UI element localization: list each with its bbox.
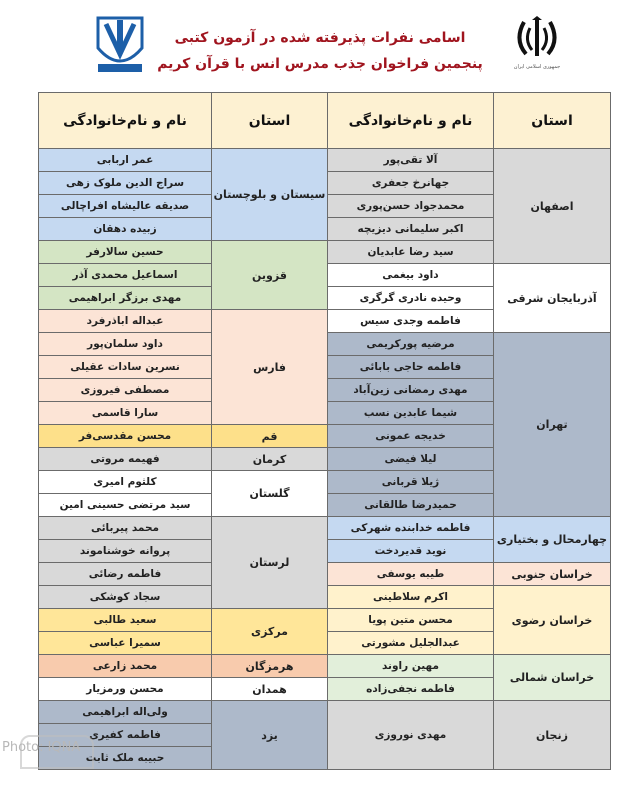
name-cell: سید رضا عابدیان xyxy=(328,241,494,264)
name-cell: اکبر سلیمانی دیزیچه xyxy=(328,218,494,241)
name-cell: کلثوم امیری xyxy=(39,471,212,494)
name-cell: محسن ورمزیار xyxy=(39,678,212,701)
name-cell: سجاد کوشکی xyxy=(39,586,212,609)
header-name-left: نام و نام‌خانوادگی xyxy=(39,93,212,149)
header-name-right: نام و نام‌خانوادگی xyxy=(328,93,494,149)
name-cell: فاطمه حاجی بابائی xyxy=(328,356,494,379)
name-cell: فاطمه رضائی xyxy=(39,563,212,586)
province-cell: قم xyxy=(212,425,328,448)
name-cell: عبدالجلیل مشورتی xyxy=(328,632,494,655)
name-cell: شیما عابدین نسب xyxy=(328,402,494,425)
province-cell: لرستان xyxy=(212,517,328,609)
emblem-caption: جمهوری اسلامی ایران xyxy=(513,64,561,70)
name-cell: سعید طالبی xyxy=(39,609,212,632)
name-cell: وحیده نادری گرگری xyxy=(328,287,494,310)
name-cell: طیبه یوسفی xyxy=(328,563,494,586)
header-province-right: استان xyxy=(494,93,611,149)
name-cell: مهدی برزگر ابراهیمی xyxy=(39,287,212,310)
table-header-row xyxy=(39,93,611,149)
photo-credit: Photo: IQNA xyxy=(2,740,81,755)
name-cell: پروانه خوشناموند xyxy=(39,540,212,563)
name-cell: عبداله اباذرفرد xyxy=(39,310,212,333)
name-cell: لیلا فیضی xyxy=(328,448,494,471)
province-cell: همدان xyxy=(212,678,328,701)
name-cell: فهیمه مروتی xyxy=(39,448,212,471)
azad-university-logo xyxy=(92,14,148,76)
accepted-candidates-table xyxy=(38,92,611,770)
name-cell: محسن متین پویا xyxy=(328,609,494,632)
province-cell: چهارمحال و بختیاری xyxy=(494,517,611,563)
province-cell: اصفهان xyxy=(494,149,611,264)
name-cell: داود سلمان‌پور xyxy=(39,333,212,356)
name-cell: محمدجواد حسن‌پوری xyxy=(328,195,494,218)
name-cell: سارا قاسمی xyxy=(39,402,212,425)
name-cell: مهین راوند xyxy=(328,655,494,678)
province-cell: کرمان xyxy=(212,448,328,471)
province-cell: خراسان رضوی xyxy=(494,586,611,655)
province-cell: قزوین xyxy=(212,241,328,310)
name-cell: نوید قدیردخت xyxy=(328,540,494,563)
header-province-left: استان xyxy=(212,93,328,149)
table-row xyxy=(39,149,611,172)
name-cell: عمر اربابی xyxy=(39,149,212,172)
province-cell: زنجان xyxy=(494,701,611,770)
province-cell: مرکزی xyxy=(212,609,328,655)
name-cell: حبیبه ملک ثابت xyxy=(39,747,212,770)
province-cell: آذربایجان شرقی xyxy=(494,264,611,333)
name-cell: صدیقه عالیشاه افراچالی xyxy=(39,195,212,218)
table-row xyxy=(39,701,611,724)
name-cell: مهدی نوروزی xyxy=(328,701,494,770)
name-cell: جهانرخ جعفری xyxy=(328,172,494,195)
name-cell: خدیجه عمونی xyxy=(328,425,494,448)
name-cell: ژیلا قربانی xyxy=(328,471,494,494)
name-cell: مصطفی فیروزی xyxy=(39,379,212,402)
name-cell: سید مرتضی حسینی امین xyxy=(39,494,212,517)
name-cell: اسماعیل محمدی آذر xyxy=(39,264,212,287)
name-cell: محمد زارعی xyxy=(39,655,212,678)
name-cell: سمیرا عباسی xyxy=(39,632,212,655)
name-cell: سراج الدین ملوک زهی xyxy=(39,172,212,195)
name-cell: داود بیغمی xyxy=(328,264,494,287)
name-cell: آلا تقی‌پور xyxy=(328,149,494,172)
name-cell: فاطمه نجفی‌زاده xyxy=(328,678,494,701)
name-cell: مرضیه پورکریمی xyxy=(328,333,494,356)
province-cell: تهران xyxy=(494,333,611,517)
name-cell: مهدی رمضانی زین‌آباد xyxy=(328,379,494,402)
name-cell: فاطمه کفیری xyxy=(39,724,212,747)
table-row xyxy=(39,655,611,678)
province-cell: فارس xyxy=(212,310,328,425)
iran-emblem-logo xyxy=(512,14,562,64)
name-cell: محمد پیربائی xyxy=(39,517,212,540)
province-cell: سیستان و بلوچستان xyxy=(212,149,328,241)
name-cell: نسرین سادات عقیلی xyxy=(39,356,212,379)
name-cell: ولی‌اله ابراهیمی xyxy=(39,701,212,724)
name-cell: فاطمه خدابنده شهرکی xyxy=(328,517,494,540)
name-cell: زبیده دهقان xyxy=(39,218,212,241)
name-cell: حسین سالارفر xyxy=(39,241,212,264)
province-cell: خراسان جنوبی xyxy=(494,563,611,586)
province-cell: خراسان شمالی xyxy=(494,655,611,701)
title-line-2: پنجمین فراخوان جذب مدرس انس با قرآن کریم xyxy=(157,56,483,72)
province-cell: گلستان xyxy=(212,471,328,517)
title-line-1: اسامی نفرات پذیرفته شده در آزمون کتبی xyxy=(174,30,466,46)
name-cell: اکرم سلاطینی xyxy=(328,586,494,609)
name-cell: حمیدرضا طالقانی xyxy=(328,494,494,517)
table-row xyxy=(39,517,611,540)
name-cell: فاطمه وجدی سیس xyxy=(328,310,494,333)
name-cell: محسن مقدسی‌فر xyxy=(39,425,212,448)
province-cell: هرمزگان xyxy=(212,655,328,678)
province-cell: یزد xyxy=(212,701,328,770)
